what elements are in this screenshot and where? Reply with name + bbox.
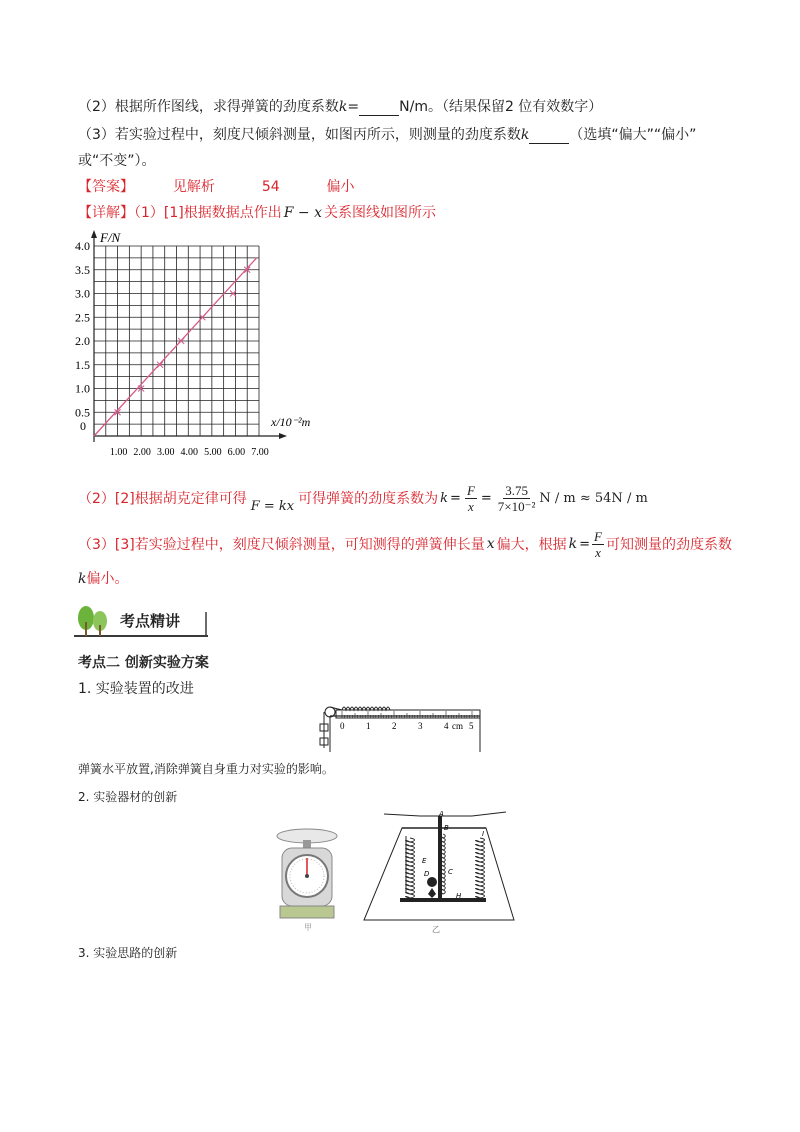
label-B: B [444, 824, 449, 832]
item-3: 3. 实验思路的创新 [78, 946, 178, 960]
step-3: （3）[3]若实验过程中，刻度尺倾斜测量，可知测得的弹簧伸长量 x 偏大，根据 k = $\frac{F}{x}$ 可知测量的劲度系数 [78, 528, 732, 560]
fit-line [94, 258, 257, 436]
x-tick-label: 6.00 [227, 447, 246, 458]
answer-label: 【答案】 [78, 179, 134, 195]
fraction-f-over-x: $\frac{F}{x}$ [466, 482, 475, 514]
question-2: （2）根据所作图线，求得弹簧的劲度系数k= N/m。（结果保留2 位有效数字） [78, 99, 603, 115]
label-A: A [439, 810, 444, 818]
question-3: （3）若实验过程中，刻度尺倾斜测量，如图丙所示，则测量的劲度系数k （选填“偏大”“偏小” [78, 127, 697, 143]
answer-line [78, 176, 355, 196]
y-tick-label: 4.0 [75, 239, 90, 253]
coil-spring [476, 838, 485, 898]
horizontal-spring-ruler-figure [318, 698, 490, 754]
y-tick-label: 2.5 [75, 310, 90, 325]
x-tick-label: 2.00 [133, 447, 151, 458]
x-tick-label: 7.00 [251, 447, 269, 458]
y-tick-label: 3.0 [75, 286, 90, 301]
note-1: 弹簧水平放置,消除弹簧自身重力对实验的影响。 [78, 762, 334, 776]
fraction-value: $\frac{3.75}{\text{7×10⁻²}}$ [497, 482, 536, 514]
ruler-label-1: 1 [366, 721, 371, 731]
step-2: （2）[2]根据胡克定律可得 F = kx 可得弹簧的劲度系数为 k = $\frac{F}{x}$ = $\frac{3.75}{\text{7×10⁻²}}$ N / m ≈ 54N / m [78, 482, 648, 514]
answer-1: 见解析 [172, 179, 215, 195]
fig-jia-caption: 甲 [304, 923, 312, 932]
origin-label: 0 [80, 419, 86, 433]
coil-spring [406, 838, 415, 898]
section-banner [74, 602, 214, 638]
ruler-label-3: 3 [418, 721, 423, 731]
y-axis-arrow [91, 230, 97, 238]
answer-2: 54 [261, 179, 280, 195]
x-axis-arrow [279, 433, 287, 439]
y-axis-label: F/N [100, 230, 121, 245]
answer-3: 偏小 [326, 179, 355, 195]
y-tick-label: 0.5 [75, 405, 90, 420]
spring-apparatus-figure [362, 808, 522, 934]
section-title: 考点二 创新实验方案 [78, 655, 209, 671]
ruler-label-0: 0 [340, 721, 345, 731]
label-I: I [482, 830, 485, 838]
y-tick-label: 3.5 [75, 262, 90, 277]
fraction-f-over-x-2: $\frac{F}{x}$ [594, 528, 602, 560]
detail-line: 【详解】（1）[1]根据数据点作出 F − x 关系图线如图所示 [78, 205, 436, 221]
y-tick-label: 1.5 [75, 357, 90, 372]
fig-yi-caption: 乙 [432, 925, 440, 934]
force-extension-chart [56, 222, 311, 472]
question-3-line2: 或“不变”）。 [78, 153, 156, 169]
item-2: 2. 实验器材的创新 [78, 790, 178, 804]
ruler-label-4: 4 [444, 721, 449, 731]
y-tick-label: 1.0 [75, 381, 90, 396]
label-D: D [424, 870, 430, 878]
banner-title: 考点精讲 [120, 612, 181, 630]
y-tick-label: 2.0 [75, 334, 90, 348]
x-tick-label: 3.00 [156, 447, 175, 458]
spring-scale-figure [274, 826, 340, 932]
ruler-label-2: 2 [392, 721, 397, 731]
answer-blank [359, 99, 399, 116]
x-tick-label: 4.00 [180, 447, 199, 458]
ruler-label-5: 5 [469, 721, 474, 731]
detail-label: 【详解】 [78, 205, 134, 221]
label-E: E [422, 857, 427, 865]
step-3-line2: k偏小。 [78, 571, 129, 587]
ruler-label-cm: cm [452, 721, 463, 731]
x-tick-label: 5.00 [204, 447, 222, 458]
answer-blank [529, 127, 569, 144]
x-axis-label: x/10⁻²m [271, 415, 311, 429]
item-1: 1. 实验装置的改进 [78, 681, 194, 697]
label-C: C [448, 868, 453, 876]
label-H: H [456, 892, 462, 900]
x-tick-label: 1.00 [109, 447, 128, 458]
